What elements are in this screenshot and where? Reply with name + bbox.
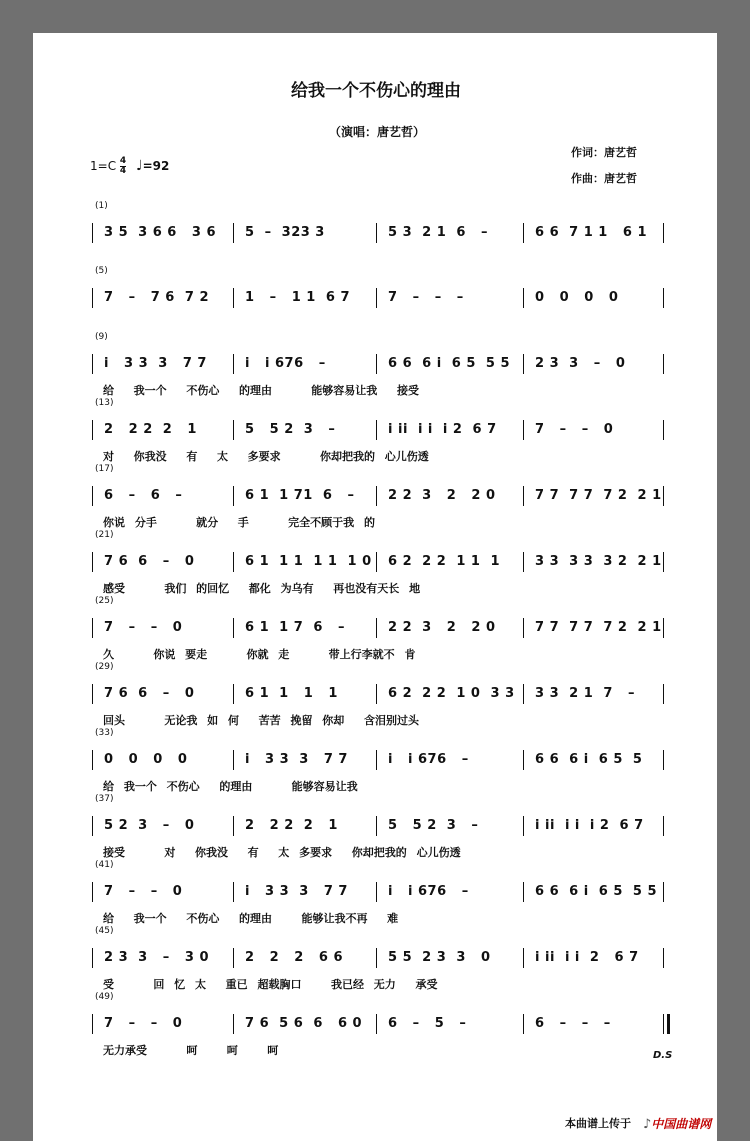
bar-line	[523, 420, 524, 440]
bar-line	[663, 1014, 664, 1034]
bar-line	[663, 618, 664, 638]
lyric-line: 给 我一个 不伤心 的理由 能够让我不再 难	[103, 912, 399, 925]
bar-line	[233, 420, 234, 440]
lyric-line: 对 你我没 有 太 多要求 你却把我的 心儿伤透	[103, 450, 429, 463]
lyric-line: 给 我一个 不伤心 的理由 能够容易让我 接受	[103, 384, 419, 397]
bar-line	[376, 816, 377, 836]
bar-line	[523, 750, 524, 770]
bar-line	[376, 486, 377, 506]
measure-notes: 6 2 2 2 1 0 3 3	[388, 686, 515, 701]
bar-line	[233, 684, 234, 704]
lyric-line: 感受 我们 的回忆 都化 为乌有 再也没有天长 地	[103, 582, 421, 595]
measure-notes: 6 6 6 i 6 5 5	[535, 752, 643, 767]
measure-number: (41)	[95, 860, 114, 870]
measure-notes: 6 2 2 2 1 1 1	[388, 554, 501, 569]
site-logo	[643, 1113, 711, 1132]
bar-line	[92, 354, 93, 374]
measure-number: (21)	[95, 530, 114, 540]
measure-notes: 6 1 1 1 1	[245, 686, 338, 701]
measure-notes: 6 6 6 i 6 5 5 5	[535, 884, 658, 899]
bar-line	[233, 618, 234, 638]
bar-line	[233, 288, 234, 308]
measure-notes: i i 676 –	[388, 884, 469, 899]
bar-line	[376, 223, 377, 243]
performer-credit: （演唱：唐艺哲）	[329, 125, 426, 139]
measure-notes: 6 – – –	[535, 1016, 611, 1031]
measure-notes: 2 2 2 6 6	[245, 950, 343, 965]
measure-number: (9)	[95, 332, 108, 342]
measure-notes: 0 0 0 0	[104, 752, 188, 767]
bar-line	[523, 684, 524, 704]
measure-notes: 2 3 3 – 3 0	[104, 950, 209, 965]
bar-line	[233, 552, 234, 572]
measure-notes: 2 2 3 2 2 0	[388, 620, 496, 635]
measure-notes: 6 – 5 –	[388, 1016, 467, 1031]
measure-notes: 7 – – 0	[104, 1016, 183, 1031]
bar-line	[233, 354, 234, 374]
bar-line	[523, 552, 524, 572]
bar-line	[92, 288, 93, 308]
key-signature	[90, 157, 169, 176]
lyric-line: 无力承受 呵 呵 呵	[103, 1044, 279, 1057]
bar-line	[376, 684, 377, 704]
bar-line	[376, 1014, 377, 1034]
bar-line	[523, 1014, 524, 1034]
bar-line	[92, 618, 93, 638]
bar-line	[523, 948, 524, 968]
bar-line	[663, 750, 664, 770]
measure-notes: 5 3 2 1 6 –	[388, 225, 488, 240]
time-top: 4	[119, 156, 127, 166]
bar-line	[376, 552, 377, 572]
measure-notes: 3 3 2 1 7 –	[535, 686, 635, 701]
bar-line	[663, 223, 664, 243]
bar-line	[376, 618, 377, 638]
bar-line	[92, 1014, 93, 1034]
lyric-line: 接受 对 你我没 有 太 多要求 你却把我的 心儿伤透	[103, 846, 461, 859]
tempo-value: =92	[142, 159, 170, 173]
bar-line	[233, 750, 234, 770]
bar-line	[523, 354, 524, 374]
measure-notes: 7 – – –	[388, 290, 464, 305]
measure-number: (33)	[95, 728, 114, 738]
measure-notes: 7 7 7 7 7 2 2 1	[535, 620, 662, 635]
bar-line	[92, 223, 93, 243]
bar-line	[92, 948, 93, 968]
final-bar-line	[667, 1014, 670, 1034]
measure-notes: 7 – – 0	[535, 422, 614, 437]
score-sheet	[33, 33, 717, 1141]
bar-line	[523, 288, 524, 308]
measure-notes: 7 – – 0	[104, 620, 183, 635]
measure-notes: 7 7 7 7 7 2 2 1	[535, 488, 662, 503]
bar-line	[663, 288, 664, 308]
bar-line	[92, 816, 93, 836]
lyric-line: 久 你说 要走 你就 走 带上行李就不 肯	[103, 648, 416, 661]
key-value: 1=C	[90, 159, 117, 173]
song-title: 给我一个不伤心的理由	[291, 81, 461, 101]
measure-notes: 7 6 5 6 6 6 0	[245, 1016, 363, 1031]
measure-notes: 3 5 3 6 6 3 6	[104, 225, 217, 240]
lyric-line: 给 我一个 不伤心 的理由 能够容易让我	[103, 780, 358, 793]
bar-line	[376, 420, 377, 440]
measure-number: (1)	[95, 201, 108, 211]
measure-number: (5)	[95, 266, 108, 276]
bar-line	[92, 486, 93, 506]
bar-line	[663, 354, 664, 374]
bar-line	[663, 552, 664, 572]
lyricist-credit: 作词：唐艺哲	[571, 146, 637, 159]
measure-notes: 7 6 6 – 0	[104, 554, 195, 569]
measure-notes: i 3 3 3 7 7	[245, 884, 348, 899]
bar-line	[376, 882, 377, 902]
measure-notes: 2 3 3 – 0	[535, 356, 626, 371]
measure-notes: i i 676 –	[245, 356, 326, 371]
measure-notes: i ii i i 2 6 7	[535, 950, 639, 965]
measure-number: (37)	[95, 794, 114, 804]
measure-number: (49)	[95, 992, 114, 1002]
bar-line	[663, 882, 664, 902]
bar-line	[663, 486, 664, 506]
quarter-note-icon: ♩	[136, 158, 143, 174]
measure-notes: 7 – 7 6 7 2	[104, 290, 209, 305]
bar-line	[92, 882, 93, 902]
measure-notes: 6 1 1 7 6 –	[245, 620, 345, 635]
bar-line	[663, 816, 664, 836]
bar-line	[376, 948, 377, 968]
bar-line	[663, 684, 664, 704]
measure-notes: 6 1 1 1 1 1 1 0	[245, 554, 372, 569]
bar-line	[523, 816, 524, 836]
measure-notes: 6 6 6 i 6 5 5 5	[388, 356, 511, 371]
bar-line	[92, 552, 93, 572]
bar-line	[92, 684, 93, 704]
measure-number: (29)	[95, 662, 114, 672]
time-signature	[120, 157, 126, 176]
bar-line	[92, 750, 93, 770]
bar-line	[376, 750, 377, 770]
time-bottom: 4	[119, 166, 127, 176]
measure-notes: 5 5 2 3 –	[388, 818, 479, 833]
measure-notes: 6 – 6 –	[104, 488, 183, 503]
bar-line	[233, 223, 234, 243]
measure-notes: 2 2 2 2 1	[245, 818, 338, 833]
measure-notes: 3 3 3 3 3 2 2 1	[535, 554, 662, 569]
measure-number: (45)	[95, 926, 114, 936]
measure-notes: i i 676 –	[388, 752, 469, 767]
measure-notes: 7 – – 0	[104, 884, 183, 899]
bar-line	[92, 420, 93, 440]
bar-line	[233, 816, 234, 836]
bar-line	[663, 420, 664, 440]
measure-number: (17)	[95, 464, 114, 474]
measure-notes: i ii i i i 2 6 7	[388, 422, 497, 437]
bar-line	[376, 288, 377, 308]
measure-notes: 2 2 3 2 2 0	[388, 488, 496, 503]
measure-notes: 1 – 1 1 6 7	[245, 290, 350, 305]
measure-notes: 5 5 2 3 3 0	[388, 950, 491, 965]
ending-mark: D.S	[653, 1050, 673, 1061]
measure-notes: 5 2 3 – 0	[104, 818, 195, 833]
footer-text: 本曲谱上传于	[565, 1117, 631, 1130]
measure-number: (25)	[95, 596, 114, 606]
measure-notes: 7 6 6 – 0	[104, 686, 195, 701]
lyric-line: 回头 无论我 如 何 苦苦 挽留 你却 含泪别过头	[103, 714, 419, 727]
measure-notes: 0 0 0 0	[535, 290, 619, 305]
lyric-line: 受 回 忆 太 重已 超载胸口 我已经 无力 承受	[103, 978, 438, 991]
bar-line	[233, 1014, 234, 1034]
music-note-icon: ♪	[643, 1117, 652, 1132]
measure-notes: 2 2 2 2 1	[104, 422, 197, 437]
bar-line	[376, 354, 377, 374]
bar-line	[233, 486, 234, 506]
measure-notes: 6 1 1 71 6 –	[245, 488, 355, 503]
bar-line	[523, 223, 524, 243]
measure-notes: 6 6 7 1 1 6 1	[535, 225, 648, 240]
lyric-line: 你说 分手 就分 手 完全不顾于我 的	[103, 516, 375, 529]
bar-line	[523, 486, 524, 506]
bar-line	[523, 882, 524, 902]
measure-number: (13)	[95, 398, 114, 408]
measure-notes: i 3 3 3 7 7	[245, 752, 348, 767]
composer-credit: 作曲：唐艺哲	[571, 172, 637, 185]
measure-notes: i 3 3 3 7 7	[104, 356, 207, 371]
measure-notes: 5 – 323 3	[245, 225, 325, 240]
measure-notes: 5 5 2 3 –	[245, 422, 336, 437]
bar-line	[523, 618, 524, 638]
site-name: 中国曲谱网	[651, 1117, 712, 1131]
bar-line	[233, 948, 234, 968]
bar-line	[233, 882, 234, 902]
bar-line	[663, 948, 664, 968]
measure-notes: i ii i i i 2 6 7	[535, 818, 644, 833]
